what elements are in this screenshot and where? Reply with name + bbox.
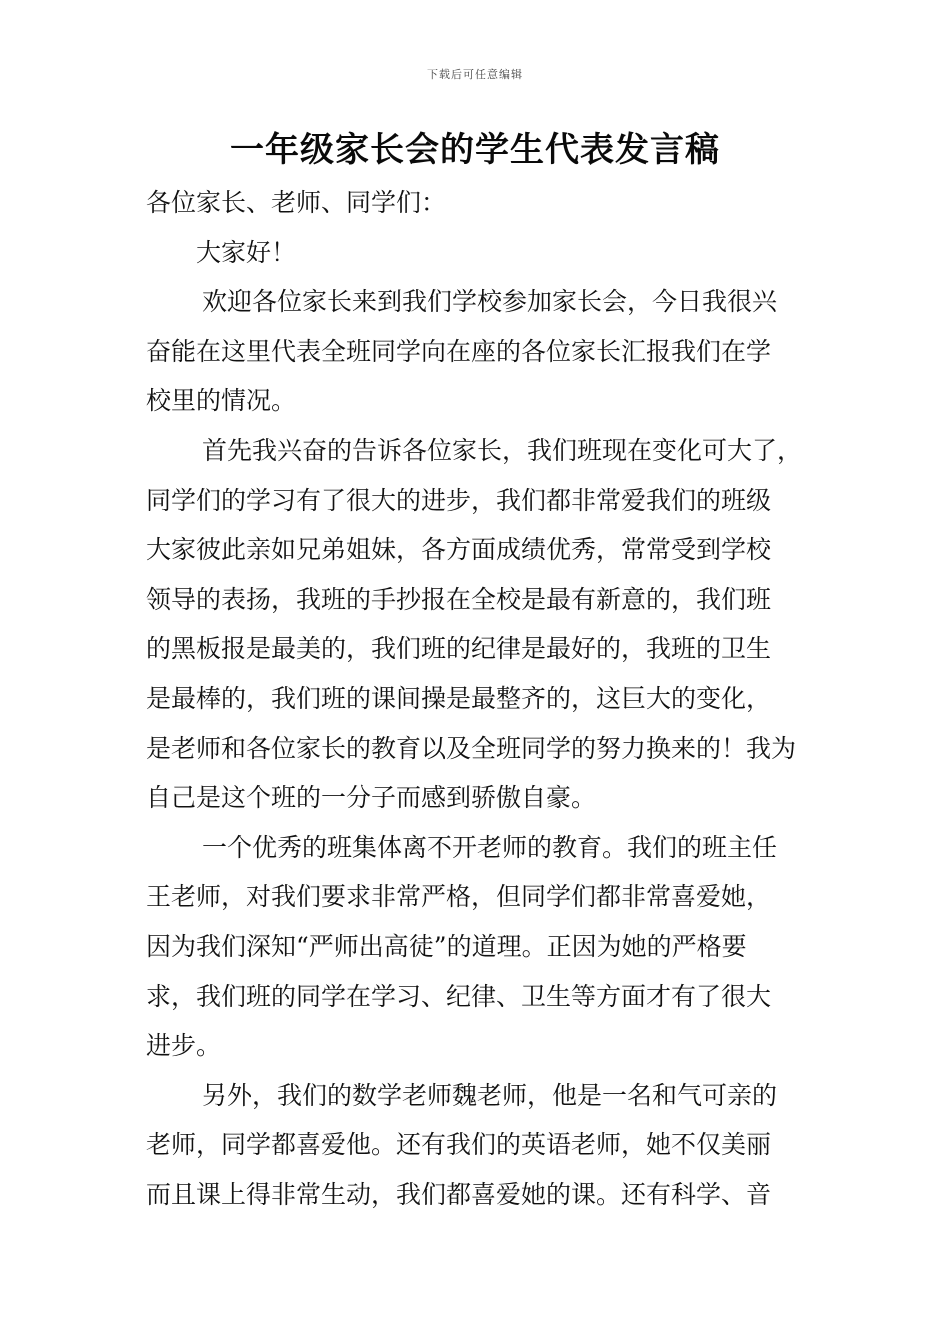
paragraph-2-line-5: 的黑板报是最美的，我们班的纪律是最好的，我班的卫生 bbox=[146, 634, 772, 664]
paragraph-3-line-3: 因为我们深知“严师出高徒”的道理。正因为她的严格要 bbox=[146, 931, 747, 961]
paragraph-1-line-3: 校里的情况。 bbox=[146, 386, 297, 416]
paragraph-2-line-7: 是老师和各位家长的教育以及全班同学的努力换来的！我为 bbox=[146, 733, 797, 763]
paragraph-2-line-1: 首先我兴奋的告诉各位家长，我们班现在变化可大了， bbox=[202, 435, 803, 465]
paragraph-2-line-8: 自己是这个班的一分子而感到骄傲自豪。 bbox=[146, 783, 597, 813]
salutation-line: 各位家长、老师、同学们： bbox=[146, 188, 447, 217]
paragraph-3-line-5: 进步。 bbox=[146, 1031, 222, 1061]
paragraph-3-line-4: 求，我们班的同学在学习、纪律、卫生等方面才有了很大 bbox=[146, 981, 772, 1011]
paragraph-4-line-3: 而且课上得非常生动，我们都喜爱她的课。还有科学、音 bbox=[146, 1179, 772, 1209]
greeting-line: 大家好！ bbox=[196, 237, 297, 267]
document-title: 一年级家长会的学生代表发言稿 bbox=[230, 130, 720, 170]
header-note: 下载后可任意编辑 bbox=[427, 68, 523, 81]
paragraph-3-line-1: 一个优秀的班集体离不开老师的教育。我们的班主任 bbox=[202, 832, 778, 862]
paragraph-2-line-2: 同学们的学习有了很大的进步，我们都非常爱我们的班级 bbox=[146, 485, 772, 515]
paragraph-4-line-2: 老师，同学都喜爱他。还有我们的英语老师，她不仅美丽 bbox=[146, 1130, 772, 1160]
paragraph-2-line-6: 是最棒的，我们班的课间操是最整齐的，这巨大的变化， bbox=[146, 683, 772, 713]
paragraph-1-line-1: 欢迎各位家长来到我们学校参加家长会，今日我很兴 bbox=[202, 287, 778, 317]
paragraph-3-line-2: 王老师，对我们要求非常严格，但同学们都非常喜爱她， bbox=[146, 882, 772, 912]
paragraph-2-line-3: 大家彼此亲如兄弟姐妹，各方面成绩优秀，常常受到学校 bbox=[146, 535, 772, 565]
document-body bbox=[146, 178, 826, 1219]
paragraph-1-line-2: 奋能在这里代表全班同学向在座的各位家长汇报我们在学 bbox=[146, 336, 772, 366]
paragraph-2-line-4: 领导的表扬，我班的手抄报在全校是最有新意的，我们班 bbox=[146, 584, 772, 614]
paragraph-4-line-1: 另外，我们的数学老师魏老师，他是一名和气可亲的 bbox=[202, 1080, 778, 1110]
